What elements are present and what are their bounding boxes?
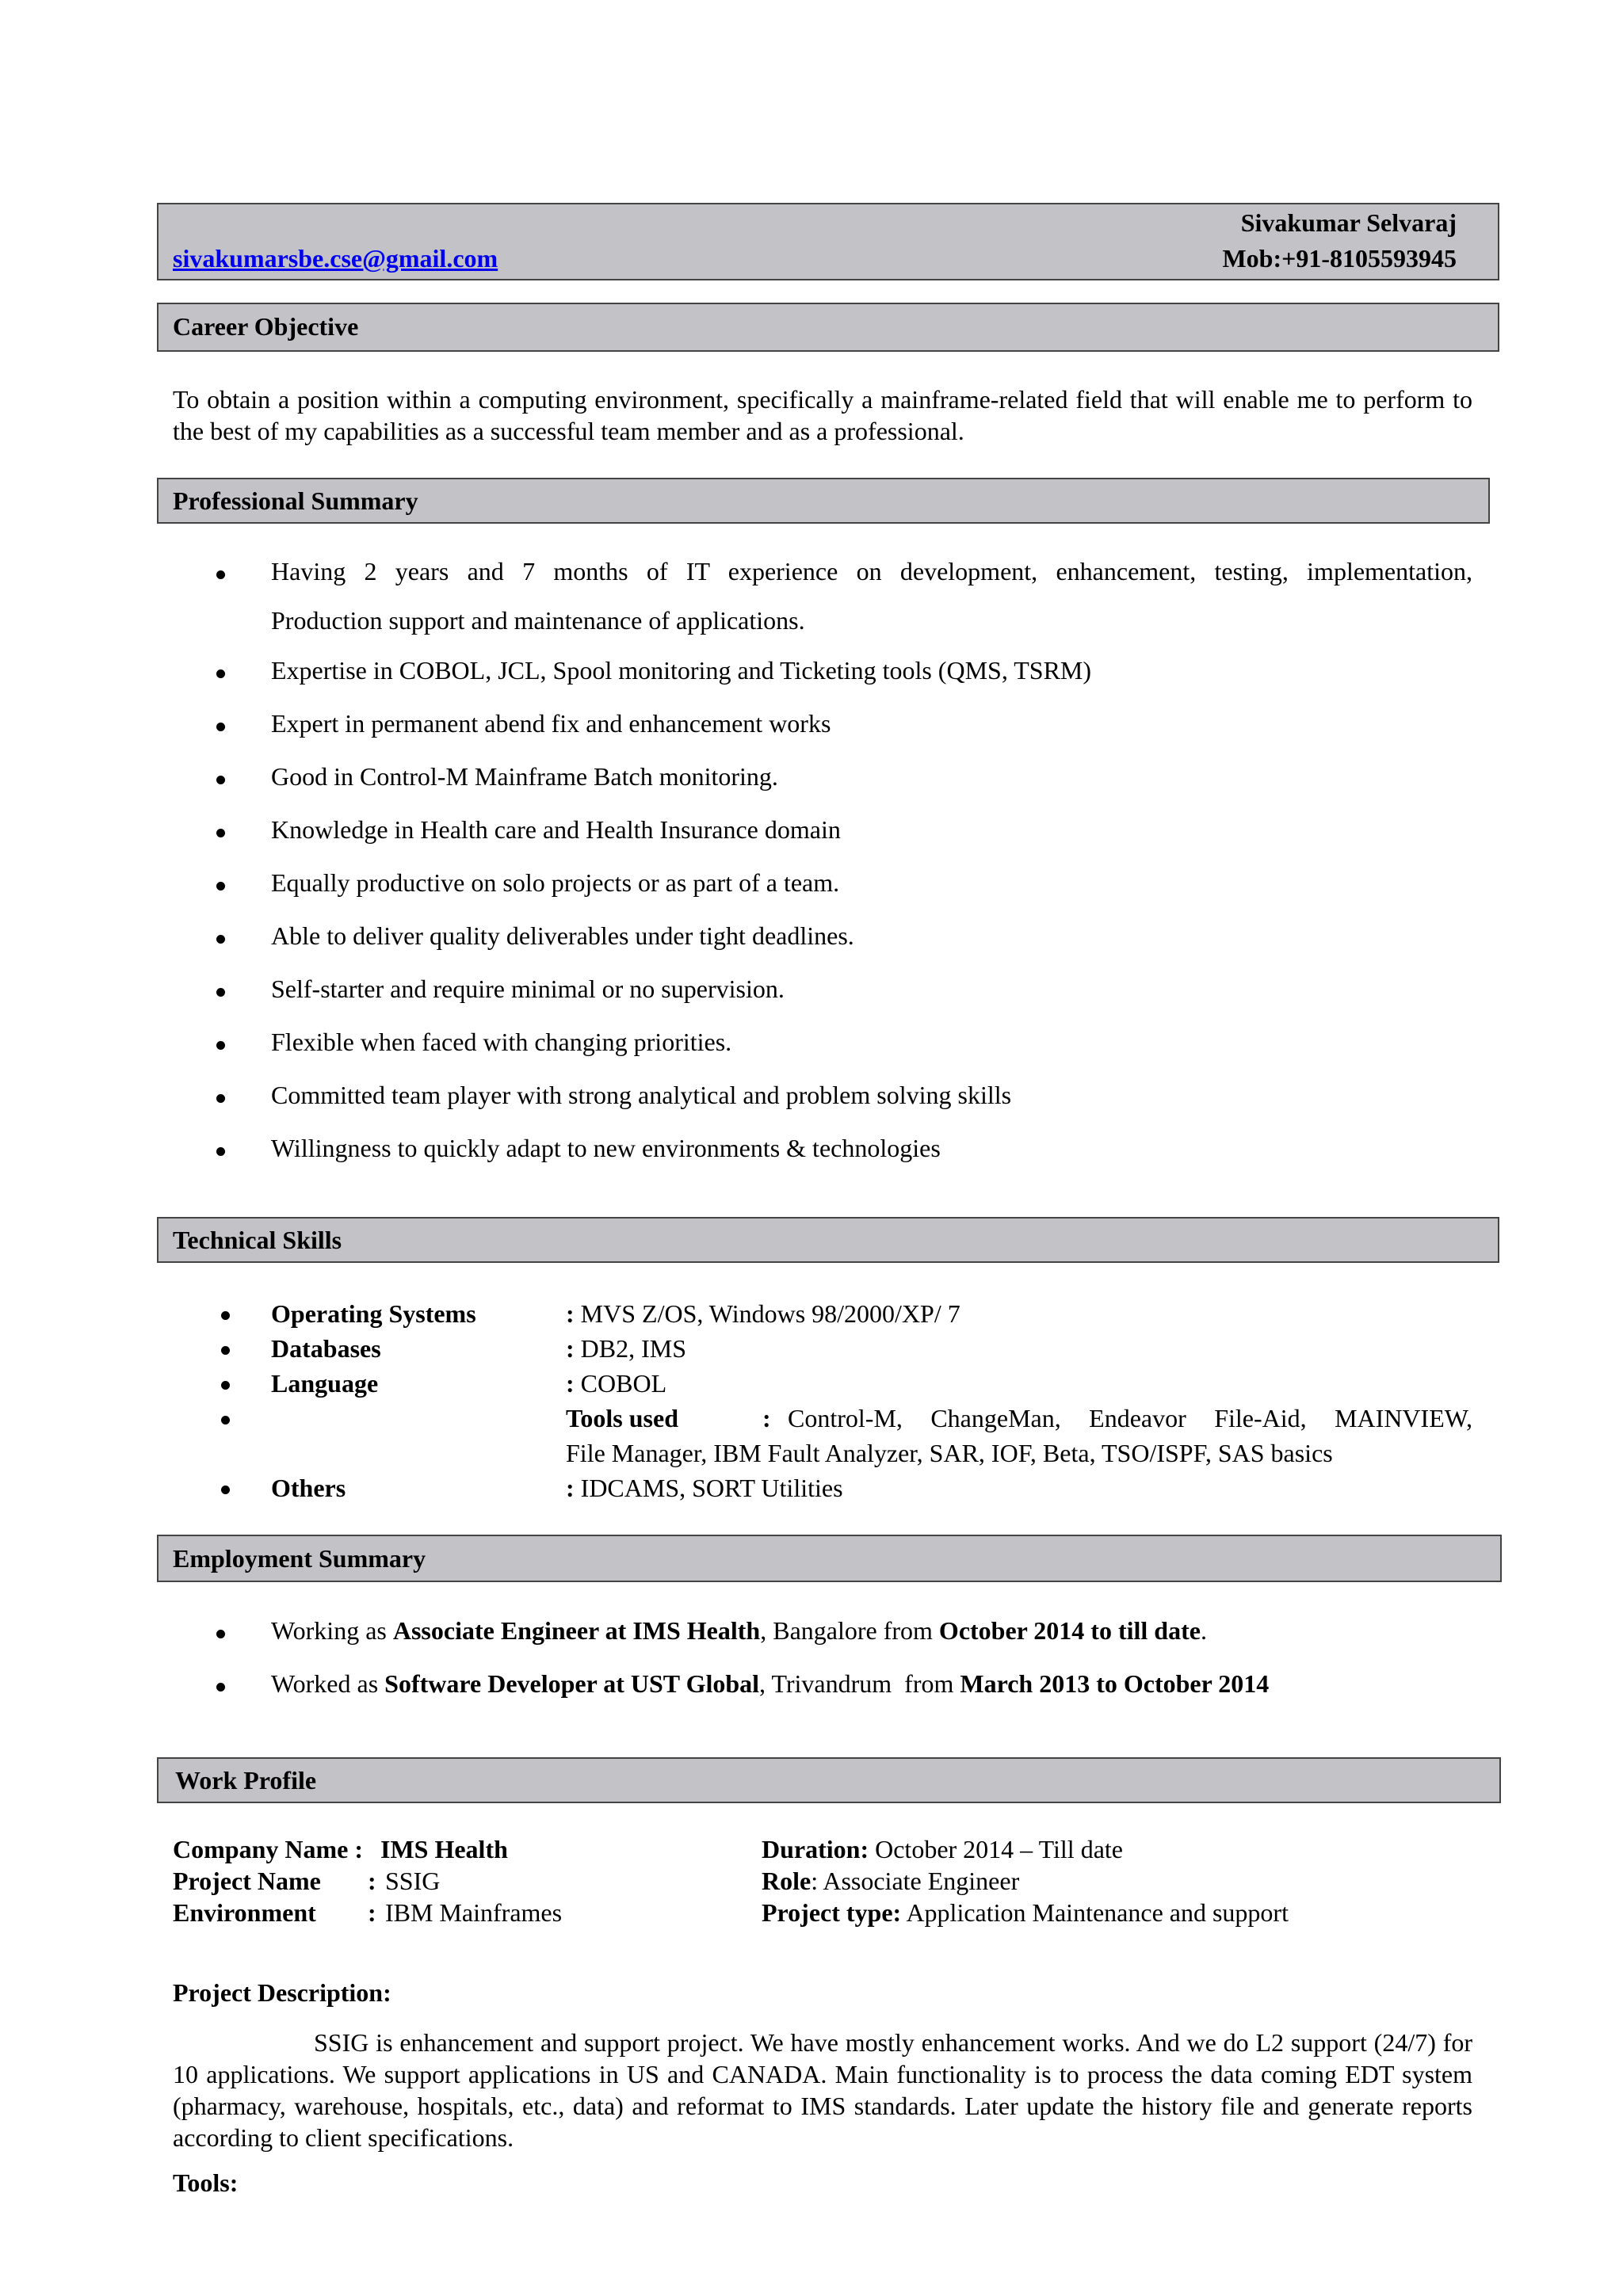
bullet-icon	[221, 1311, 230, 1320]
mobile-number: Mob:+91-8105593945	[1222, 244, 1457, 273]
bullet-icon	[221, 1486, 230, 1494]
skill-value: : MVS Z/OS, Windows 98/2000/XP/ 7	[566, 1299, 960, 1328]
list-item-text: Expertise in COBOL, JCL, Spool monitoring and Ticketing tools (QMS, TSRM)	[271, 656, 1092, 685]
project-name-value: SSIG	[379, 1867, 441, 1895]
technical-skills-title: Technical Skills	[173, 1226, 342, 1254]
project-name-label: Project Name	[173, 1867, 321, 1895]
project-type: Project type: Application Maintenance and support	[762, 1898, 1289, 1927]
environment-value: IBM Mainframes	[379, 1898, 563, 1927]
list-item-text: Knowledge in Health care and Health Insurance domain	[271, 815, 841, 844]
bullet-icon	[216, 935, 225, 944]
bullet-icon	[216, 1147, 225, 1156]
work-profile-title: Work Profile	[175, 1766, 317, 1794]
bullet-icon	[216, 1094, 225, 1103]
duration: Duration: October 2014 – Till date	[762, 1835, 1123, 1863]
employment-summary-heading-bar	[157, 1535, 1502, 1582]
work-profile-heading-bar	[157, 1757, 1501, 1803]
company-name-label: Company Name :	[173, 1835, 363, 1863]
role: Role: Associate Engineer	[762, 1867, 1020, 1895]
skill-colon: :	[762, 1404, 771, 1432]
environment-label: Environment	[173, 1898, 316, 1927]
bullet-icon	[221, 1416, 230, 1425]
skill-label: Operating Systems	[271, 1299, 476, 1328]
project-description-title: Project Description:	[173, 1978, 391, 2007]
list-item-text: Willingness to quickly adapt to new environments & technologies	[271, 1134, 941, 1162]
bullet-icon	[216, 1630, 225, 1638]
technical-skills-heading-bar	[157, 1217, 1499, 1263]
skill-label: Databases	[271, 1334, 381, 1363]
skill-value: : COBOL	[566, 1369, 667, 1398]
employment-text: Working as Associate Engineer at IMS Health, Bangalore from October 2014 to till date.	[271, 1616, 1207, 1645]
employment-summary-title: Employment Summary	[173, 1544, 426, 1573]
list-item-text: Self-starter and require minimal or no supervision.	[271, 974, 785, 1003]
professional-summary-heading-bar	[157, 478, 1490, 524]
bullet-icon	[216, 882, 225, 891]
list-item-text: Flexible when faced with changing priorities.	[271, 1028, 732, 1056]
bullet-icon	[216, 988, 225, 997]
candidate-name: Sivakumar Selvaraj	[1240, 208, 1457, 237]
professional-summary-title: Professional Summary	[173, 486, 418, 515]
project-description-text: SSIG is enhancement and support project. We have mostly enhancement works. And we do L2 support (24/7) for 10 applications. We support applications in US and CANADA. Main functionality is to process the data coming EDT system (pharmacy, warehouse, hospitals, etc., data) and reformat to IMS standards. Later update the history file and generate reports according to client specifications.	[173, 2028, 1472, 2152]
list-item-text: Equally productive on solo projects or as part of a team.	[271, 868, 840, 897]
bullet-icon	[216, 669, 225, 678]
career-objective-title: Career Objective	[173, 312, 359, 341]
header-bar	[157, 203, 1499, 280]
project-name-colon: :	[368, 1867, 376, 1895]
bullet-icon	[221, 1346, 230, 1355]
bullet-icon	[216, 1683, 225, 1691]
skill-label: Language	[271, 1369, 379, 1398]
skill-value-continuation: File Manager, IBM Fault Analyzer, SAR, IOF, Beta, TSO/ISPF, SAS basics	[566, 1439, 1333, 1467]
bullet-icon	[221, 1381, 230, 1390]
career-objective-heading-bar	[157, 303, 1499, 352]
skill-label: Tools used	[566, 1404, 678, 1432]
employment-text: Worked as Software Developer at UST Global, Trivandrum from March 2013 to October 2014	[271, 1669, 1270, 1698]
company-name-value: IMS Health	[374, 1835, 508, 1863]
list-item-text: Production support and maintenance of applications.	[271, 606, 805, 635]
skill-value: : IDCAMS, SORT Utilities	[566, 1474, 843, 1502]
environment-colon: :	[368, 1898, 376, 1927]
list-item-text: Expert in permanent abend fix and enhancement works	[271, 709, 831, 738]
bullet-icon	[216, 1041, 225, 1050]
list-item-text: Good in Control-M Mainframe Batch monitoring.	[271, 762, 778, 791]
bullet-icon	[216, 776, 225, 784]
bullet-icon	[216, 829, 225, 837]
skill-value: Control-M, ChangeMan, Endeavor File-Aid, MAINVIEW,	[788, 1404, 1472, 1432]
tools-title: Tools:	[173, 2168, 239, 2197]
list-item-text: Having 2 years and 7 months of IT experience on development, enhancement, testing, implementation,	[271, 557, 1472, 585]
list-item-text: Able to deliver quality deliverables under tight deadlines.	[271, 921, 854, 950]
bullet-icon	[216, 723, 225, 731]
skill-label: Others	[271, 1474, 346, 1502]
bullet-icon	[216, 570, 225, 579]
skill-value: : DB2, IMS	[566, 1334, 687, 1363]
email-link[interactable]: sivakumarsbe.cse@gmail.com	[173, 244, 498, 273]
career-objective-text: To obtain a position within a computing environment, specifically a mainframe-related field that will enable me to perform to the best of my capabilities as a successful team member and as a professional.	[173, 385, 1472, 445]
list-item-text: Committed team player with strong analytical and problem solving skills	[271, 1081, 1012, 1109]
